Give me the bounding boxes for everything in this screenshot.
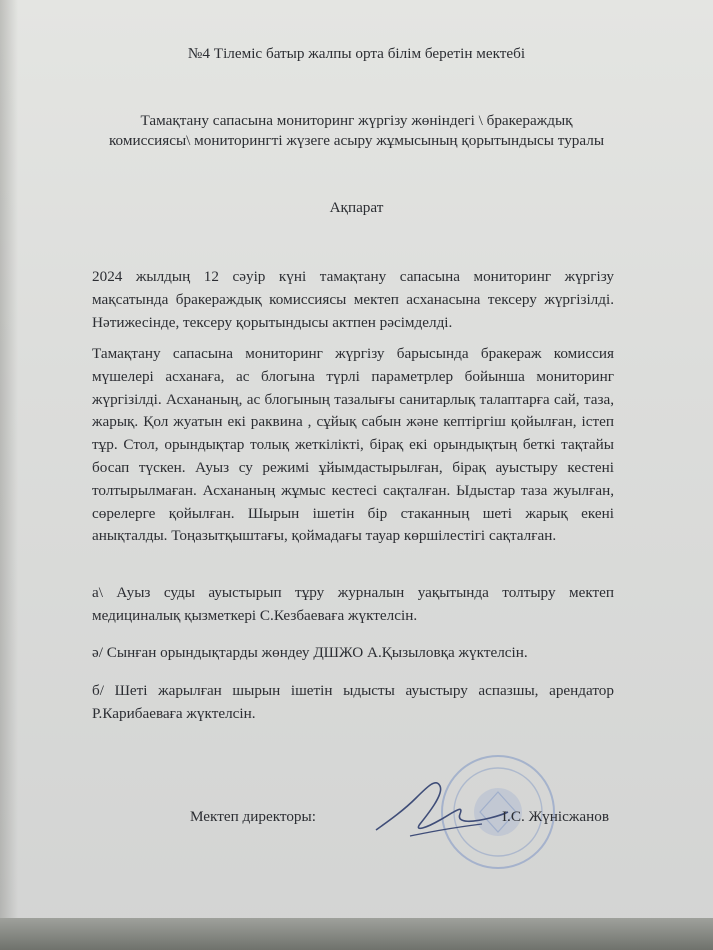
signature-title: Мектеп директоры: [190, 808, 316, 825]
paragraph-5: б/ Шеті жарылған шырын ішетін ыдысты ауыстыру аспазшы, арендатор Р.Карибаеваға жүктелсін. [92, 682, 614, 722]
document-heading: Ақпарат [329, 199, 384, 216]
title-line-1: Тамақтану сапасына мониторинг жүргізу жөніндегі \ бракераждық [140, 112, 573, 129]
paragraph-1: 2024 жылдың 12 сәуір күні тамақтану сапасына мониторинг жүргізу мақсатында бракераждық комиссиясы мектеп асханасына тексеру жүргізілді. Нәтижесінде, тексеру қорытындысы актпен рәсімделді. [92, 268, 614, 331]
paragraph-3: а\ Ауыз суды ауыстырып тұру журналын уақытында толтыру мектеп медициналық қызметкері С.Кезбаеваға жүктелсін. [92, 584, 614, 624]
signature-name: І.С. Жүнісжанов [502, 808, 609, 825]
paragraph-2: Тамақтану сапасына мониторинг жүргізу барысында бракераж комиссия мүшелері асханаға, ас блогына түрлі параметрлер бойынша мониторинг жүргізілді. Асхананың, ас блогының тазалығы санитарлық талаптарға сай, таза, жарық. Қол жуатын екі раквина , сұйық сабын және кептіргіш қойылған, істеп тұр. Стол, орындықтар толық жеткілікті, бірақ екі орындықтың беткі тақтайы босап түскен. Ауыз су режимі ұйымдастырылған, бірақ ауыстыру кестені толтырылмаған. Асхананың жұмыс кестесі сақталған. Ыдыстар таза жуылған, сөрелерге қойылған. Шырын ішетін бір стаканның шеті жарық екені анықталды. Тоңазытқыштағы, қоймадағы тауар көршілестігі сақталған. [92, 345, 614, 545]
school-name: №4 Тілеміс батыр жалпы орта білім беретін мектебі [187, 45, 526, 62]
page-bottom-edge [0, 918, 713, 950]
title-line-2: комиссиясы\ мониторингті жүзеге асыру жұмысының қорытындысы туралы [108, 132, 605, 149]
signature-icon [370, 770, 510, 850]
paragraph-4: ә/ Сынған орындықтарды жөндеу ДШЖО А.Қызыловқа жүктелсін. [92, 644, 528, 661]
